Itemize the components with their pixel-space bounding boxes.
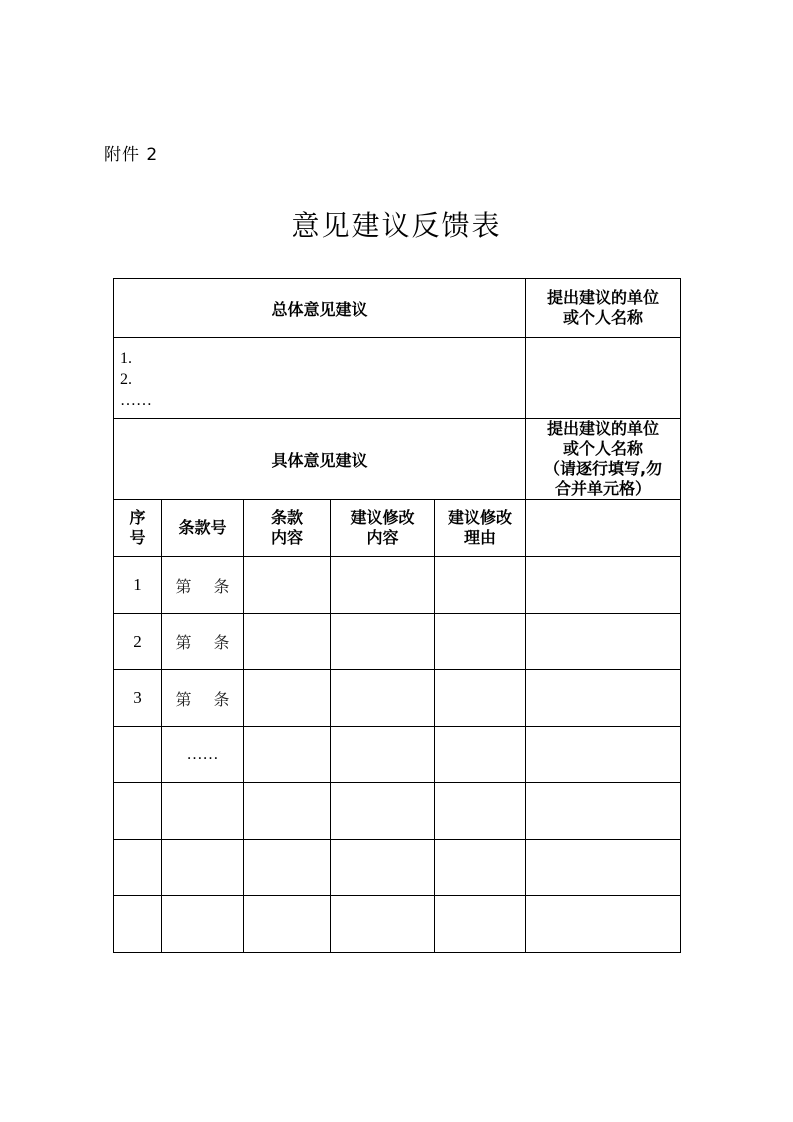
row-clause-no[interactable] [162,614,244,670]
row-reason[interactable] [435,557,526,614]
clause-prefix: 第 [175,633,192,652]
row-serial[interactable] [114,783,162,840]
row-suggested-content[interactable] [331,783,435,840]
row-reason[interactable] [435,727,526,783]
column-header-submitter [526,500,681,557]
row-clause-content[interactable] [244,840,331,896]
table-row [114,896,681,953]
row-clause-no[interactable] [162,670,244,727]
header-line: 内容 [366,528,399,547]
row-suggested-content[interactable] [331,896,435,953]
row-clause-content[interactable] [244,783,331,840]
row-serial: 1 [114,557,162,614]
column-header-suggested-content [331,500,435,557]
header-line: 合并单元格） [554,479,651,498]
feedback-table [113,278,681,953]
row-suggested-content[interactable] [331,727,435,783]
row-reason[interactable] [435,840,526,896]
column-header-reason [435,500,526,557]
row-clause-no[interactable] [162,840,244,896]
row-clause-no[interactable] [162,783,244,840]
row-submitter[interactable] [526,783,681,840]
submitter-header [526,279,681,338]
page-title: 意见建议反馈表 [291,209,502,242]
column-header-clause-content [244,500,331,557]
row-clause-no[interactable] [162,896,244,953]
header-line: 内容 [270,528,303,547]
list-item: 1. [120,350,132,367]
specific-submitter-header [526,419,681,500]
column-header-clause-no [162,500,244,557]
row-clause-content[interactable] [244,727,331,783]
general-suggestions-input[interactable] [114,338,526,419]
header-line: 条款 [270,508,303,527]
row-submitter[interactable] [526,557,681,614]
row-reason[interactable] [435,896,526,953]
row-serial[interactable] [114,727,162,783]
table-row [114,840,681,896]
row-clause-content[interactable] [244,670,331,727]
header-line: 或个人名称 [562,439,643,458]
row-serial[interactable] [114,896,162,953]
list-item: …… [120,392,152,409]
row-clause-no[interactable]: …… [162,727,244,783]
table-row [114,614,681,670]
submitter-header-line: 提出建议的单位 [546,288,659,307]
header-line: 建议修改 [350,508,415,527]
header-line: （请逐行填写,勿 [543,459,663,478]
row-serial[interactable] [114,840,162,896]
attachment-label: 附件 2 [104,145,159,165]
row-suggested-content[interactable] [331,557,435,614]
header-line: 提出建议的单位 [546,419,659,438]
list-item: 2. [120,371,132,388]
table-row [114,783,681,840]
row-submitter[interactable] [526,670,681,727]
header-line: 建议修改 [447,508,512,527]
specific-suggestions-header: 具体意见建议 [114,419,526,500]
row-submitter[interactable] [526,896,681,953]
row-clause-content[interactable] [244,896,331,953]
header-line: 理由 [463,528,496,547]
row-clause-content[interactable] [244,614,331,670]
row-suggested-content[interactable] [331,614,435,670]
general-suggestions-header: 总体意见建议 [114,279,526,338]
table-row [114,557,681,614]
header-line: 序 [129,508,146,527]
row-serial: 2 [114,614,162,670]
clause-prefix: 第 [175,576,192,596]
clause-suffix: 条 [213,576,230,596]
row-submitter[interactable] [526,727,681,783]
row-reason[interactable] [435,670,526,727]
clause-prefix: 第 [175,689,192,709]
row-reason[interactable] [435,614,526,670]
general-submitter-input[interactable] [526,338,681,419]
clause-suffix: 条 [213,689,230,709]
table-row [114,727,681,783]
row-submitter[interactable] [526,840,681,896]
row-serial: 3 [114,670,162,727]
table-row [114,670,681,727]
row-clause-no[interactable] [162,557,244,614]
column-header-serial [114,500,162,557]
clause-suffix: 条 [213,633,230,652]
row-suggested-content[interactable] [331,840,435,896]
row-suggested-content[interactable] [331,670,435,727]
row-clause-content[interactable] [244,557,331,614]
header-line: 条款号 [178,518,227,537]
submitter-header-line: 或个人名称 [562,308,643,327]
row-reason[interactable] [435,783,526,840]
header-line: 号 [129,528,146,547]
row-submitter[interactable] [526,614,681,670]
